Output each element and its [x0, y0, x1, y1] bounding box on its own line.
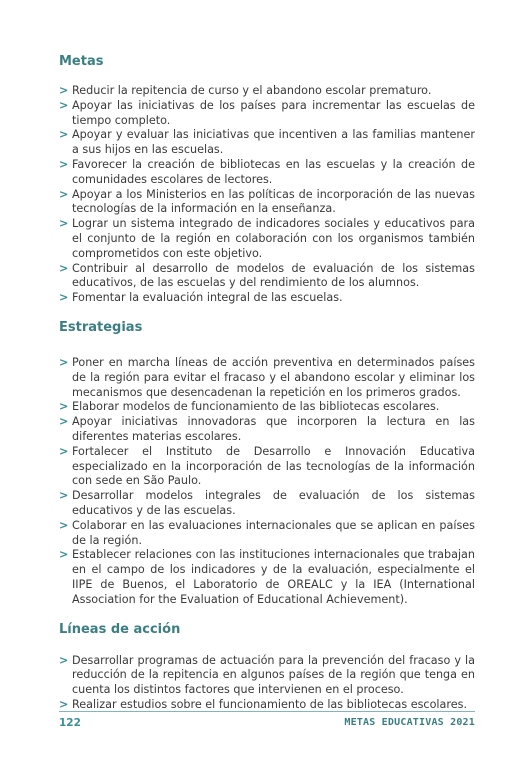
section-heading-lineas-de-accion: Líneas de acción: [59, 621, 181, 637]
footer-divider: [59, 711, 475, 712]
list-item: > Elaborar modelos de funcionamiento de las bibliotecas escolares.: [59, 400, 440, 414]
chevron-right-icon: >: [59, 261, 69, 275]
chevron-right-icon: >: [59, 518, 69, 532]
chevron-right-icon: >: [59, 217, 69, 231]
list-item: > Realizar estudios sobre el funcionamiento de las bibliotecas escolares.: [59, 697, 468, 711]
lineas-list: [59, 654, 475, 713]
page-number: 122: [59, 717, 81, 729]
chevron-right-icon: >: [59, 291, 69, 305]
list-item: > Poner en marcha líneas de acción preventiva en determinados países de la región para evitar el fracaso y el abandono escolar y eliminar los mecanismos que desencadenan la repetición en los primeros grados.: [59, 355, 475, 399]
list-item: > Fomentar la evaluación integral de las escuelas.: [59, 291, 343, 305]
chevron-right-icon: >: [59, 98, 69, 112]
chevron-right-icon: >: [59, 157, 69, 171]
list-item: > Fortalecer el Instituto de Desarrollo e Innovación Educativa especializado en la incorporación de las tecnologías de la información con sede en São Paulo.: [59, 444, 475, 488]
chevron-right-icon: >: [59, 128, 69, 142]
chevron-right-icon: >: [59, 84, 69, 97]
chevron-right-icon: >: [59, 489, 69, 503]
section-heading-estrategias: Estrategias: [59, 319, 143, 335]
list-item: > Colaborar en las evaluaciones internacionales que se aplican en países de la región.: [59, 518, 475, 547]
running-footer-title: METAS EDUCATIVAS 2021: [344, 717, 475, 728]
chevron-right-icon: >: [59, 355, 69, 369]
list-item: > Desarrollar modelos integrales de evaluación de los sistemas educativos y de las escuelas.: [59, 489, 475, 517]
list-item: > Contribuir al desarrollo de modelos de evaluación de los sistemas educativos, de las escuelas y del rendimiento de los alumnos.: [59, 261, 475, 290]
chevron-right-icon: >: [59, 653, 69, 667]
chevron-right-icon: >: [59, 548, 69, 562]
chevron-right-icon: >: [59, 187, 69, 201]
section-heading-metas: Metas: [59, 54, 104, 69]
estrategias-list: [59, 356, 475, 608]
chevron-right-icon: >: [59, 444, 69, 458]
list-item: > Lograr un sistema integrado de indicadores sociales y educativos para el conjunto de la región en colaboración con los organismos también comprometidos con este objetivo.: [59, 217, 475, 260]
metas-list: [59, 84, 475, 306]
list-item: > Desarrollar programas de actuación para la prevención del fracaso y la reducción de la repitencia en algunos países de la región que tenga en cuenta los distintos factores que intervienen en el proceso.: [59, 653, 475, 697]
list-item: > Establecer relaciones con las instituciones internacionales que trabajan en el campo de los indicadores y de la evaluación, especialmente el IIPE de Buenos, el Laboratorio de OREALC y la IEA (International Association for the Evaluation of Educational Achievement).: [59, 548, 475, 606]
list-item: > Apoyar iniciativas innovadoras que incorporen la lectura en las diferentes materias escolares.: [59, 415, 475, 443]
list-item: > Favorecer la creación de bibliotecas en las escuelas y la creación de comunidades escolares de lectores.: [59, 157, 475, 186]
chevron-right-icon: >: [59, 415, 69, 429]
list-item: > Apoyar y evaluar las iniciativas que incentiven a las familias mantener a sus hijos en las escuelas.: [59, 128, 475, 157]
chevron-right-icon: >: [59, 697, 69, 711]
list-item: > Apoyar a los Ministerios en las políticas de incorporación de las nuevas tecnologías de la información en la enseñanza.: [59, 187, 475, 216]
chevron-right-icon: >: [59, 400, 69, 414]
page-content: [59, 54, 475, 713]
list-item: > Reducir la repitencia de curso y el abandono escolar prematuro.: [59, 84, 432, 97]
list-item: > Apoyar las iniciativas de los países para incrementar las escuelas de tiempo completo.: [59, 98, 475, 127]
